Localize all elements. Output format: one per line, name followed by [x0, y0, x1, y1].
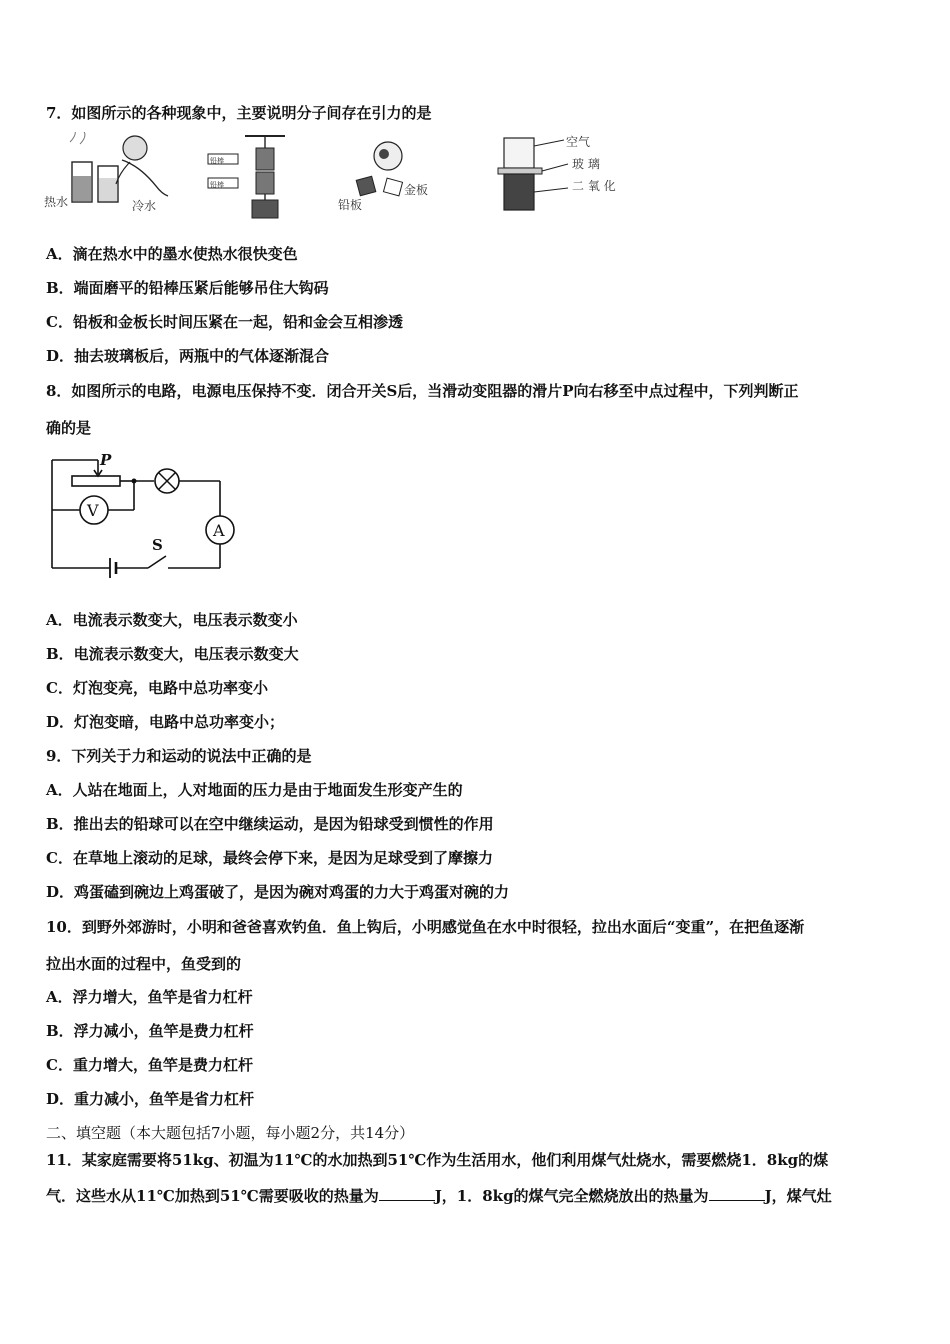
q8-option-b: B．电流表示数变大，电压表示数变大: [46, 645, 299, 663]
q7-option-a: A．滴在热水中的墨水使热水很快变色: [46, 245, 298, 263]
q8-option-d: D．灯泡变暗，电路中总功率变小；: [46, 713, 285, 731]
section-heading: 二、填空题（本大题包括7小题，每小题2分，共14分）: [46, 1124, 415, 1142]
q11-line2: [46, 1186, 832, 1206]
lead-gold-plates-illustration: [338, 142, 428, 212]
label-gold-plate: 金板: [404, 183, 429, 197]
switch-label: S: [152, 536, 163, 554]
q8-stem-line1: 8．如图所示的电路，电源电压保持不变．闭合开关S后，当滑动变阻器的滑片P向右移至中点过程中，下列判断正: [46, 382, 799, 400]
q10-option-c: C．重力增大，鱼竿是费力杠杆: [46, 1056, 253, 1074]
ink-diffusion-illustration: [44, 132, 168, 213]
label-lead-rod-1: 铅棒: [210, 157, 224, 165]
label-lead-plate: 铅板: [338, 198, 363, 212]
q11-line2-part1: 气．这些水从11℃加热到51℃需要吸收的热量为: [46, 1187, 379, 1205]
label-no2: 二 氧 化: [572, 179, 616, 193]
ammeter-label: A: [213, 521, 225, 540]
switch-icon: [148, 556, 166, 568]
q8-stem-line2: 确的是: [46, 419, 92, 437]
label-hot-water: 热水: [44, 195, 69, 209]
q8-circuit-diagram: [44, 450, 244, 585]
gas-jars-illustration: [498, 134, 616, 210]
q7-figure: [40, 132, 640, 222]
rheostat: [72, 476, 120, 486]
q7-stem: 7．如图所示的各种现象中，主要说明分子间存在引力的是: [46, 104, 432, 122]
q10-stem-line2: 拉出水面的过程中，鱼受到的: [46, 955, 242, 973]
lead-rods-illustration: [208, 136, 285, 218]
voltmeter-label: V: [87, 501, 99, 520]
q10-stem-line1: 10．到野外郊游时，小明和爸爸喜欢钓鱼．鱼上钩后，小明感觉鱼在水中时很轻，拉出水面后“变重”，在把鱼逐渐: [46, 918, 805, 936]
label-cold-water: 冷水: [132, 199, 157, 213]
q11-line2-part3: J，煤气灶: [764, 1187, 832, 1205]
label-lead-rod-2: 铅棒: [210, 181, 224, 189]
q9-option-d: D．鸡蛋磕到碗边上鸡蛋破了，是因为碗对鸡蛋的力大于鸡蛋对碗的力: [46, 883, 510, 901]
q8-option-c: C．灯泡变亮，电路中总功率变小: [46, 679, 268, 697]
q9-stem: 9．下列关于力和运动的说法中正确的是: [46, 747, 312, 765]
q7-option-b: B．端面磨平的铅棒压紧后能够吊住大钩码: [46, 279, 329, 297]
q8-option-a: A．电流表示数变大，电压表示数变小: [46, 611, 298, 629]
q7-option-d: D．抽去玻璃板后，两瓶中的气体逐渐混合: [46, 347, 330, 365]
label-air: 空气: [566, 135, 591, 149]
q9-option-b: B．推出去的铅球可以在空中继续运动，是因为铅球受到惯性的作用: [46, 815, 494, 833]
q9-option-a: A．人站在地面上，人对地面的压力是由于地面发生形变产生的: [46, 781, 463, 799]
q10-option-d: D．重力减小，鱼竿是省力杠杆: [46, 1090, 255, 1108]
q7-option-c: C．铅板和金板长时间压紧在一起，铅和金会互相渗透: [46, 313, 403, 331]
q10-option-a: A．浮力增大，鱼竿是省力杠杆: [46, 988, 253, 1006]
label-glass: 玻 璃: [572, 157, 600, 171]
answer-blank-1[interactable]: [379, 1186, 435, 1201]
q9-option-c: C．在草地上滚动的足球，最终会停下来，是因为足球受到了摩擦力: [46, 849, 493, 867]
answer-blank-2[interactable]: [709, 1186, 765, 1201]
q11-line2-part2: J，1．8kg的煤气完全燃烧放出的热量为: [434, 1187, 709, 1205]
q10-option-b: B．浮力减小，鱼竿是费力杠杆: [46, 1022, 254, 1040]
q11-line1: 11．某家庭需要将51kg、初温为11℃的水加热到51℃作为生活用水，他们利用煤气灶烧水，需要燃烧1．8kg的煤: [46, 1151, 829, 1169]
slider-label: P: [100, 451, 112, 469]
